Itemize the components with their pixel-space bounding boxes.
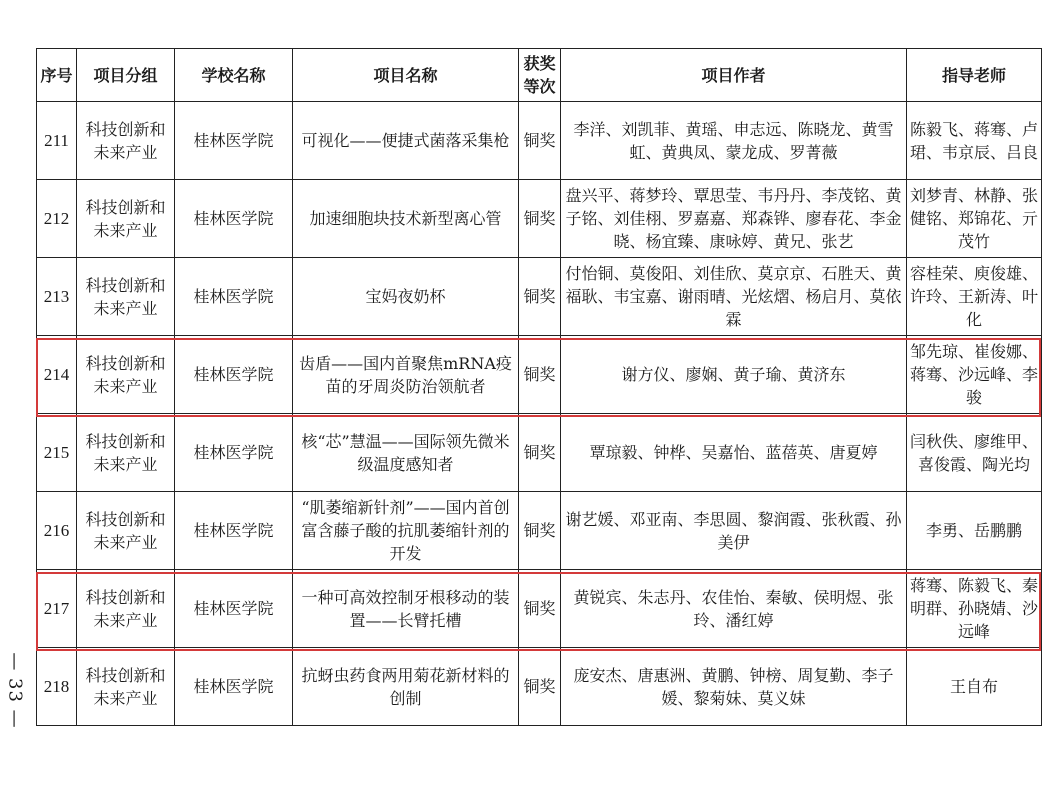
cell-school: 桂林医学院 [175, 258, 293, 336]
cell-project: 加速细胞块技术新型离心管 [293, 180, 519, 258]
cell-seq: 213 [37, 258, 77, 336]
cell-advisors: 邹先琼、崔俊娜、蒋骞、沙远峰、李骏 [907, 336, 1042, 414]
table-row [37, 648, 1042, 726]
cell-authors: 覃琼毅、钟桦、吴嘉怡、蓝蓓英、唐夏婷 [561, 414, 907, 492]
page-number-text: — 33 — [4, 651, 26, 729]
cell-group: 科技创新和未来产业 [77, 258, 175, 336]
page-number [4, 650, 26, 730]
cell-school: 桂林医学院 [175, 570, 293, 648]
table-row [37, 102, 1042, 180]
cell-group: 科技创新和未来产业 [77, 180, 175, 258]
cell-authors: 谢方仪、廖娴、黄子瑜、黄济东 [561, 336, 907, 414]
cell-award: 铜奖 [519, 414, 561, 492]
cell-school: 桂林医学院 [175, 648, 293, 726]
table-row-highlighted [37, 336, 1042, 414]
cell-authors: 李洋、刘凯菲、黄瑶、申志远、陈晓龙、黄雪虹、黄典凤、蒙龙成、罗菁薇 [561, 102, 907, 180]
header-seq: 序号 [37, 49, 77, 102]
header-award: 获奖等次 [519, 49, 561, 102]
cell-authors: 谢艺媛、邓亚南、李思圆、黎润霞、张秋霞、孙美伊 [561, 492, 907, 570]
header-project: 项目名称 [293, 49, 519, 102]
cell-advisors: 刘梦青、林静、张健铭、郑锦花、亓茂竹 [907, 180, 1042, 258]
cell-project: 可视化——便捷式菌落采集枪 [293, 102, 519, 180]
cell-project: 核“芯”慧温——国际领先微米级温度感知者 [293, 414, 519, 492]
header-authors: 项目作者 [561, 49, 907, 102]
cell-group: 科技创新和未来产业 [77, 336, 175, 414]
cell-award: 铜奖 [519, 258, 561, 336]
cell-school: 桂林医学院 [175, 336, 293, 414]
table-row [37, 414, 1042, 492]
table-row [37, 492, 1042, 570]
cell-advisors: 蒋骞、陈毅飞、秦明群、孙晓婧、沙远峰 [907, 570, 1042, 648]
table-row-highlighted [37, 570, 1042, 648]
cell-group: 科技创新和未来产业 [77, 102, 175, 180]
cell-group: 科技创新和未来产业 [77, 492, 175, 570]
header-advisors: 指导老师 [907, 49, 1042, 102]
cell-advisors: 陈毅飞、蒋骞、卢珺、韦京辰、吕良 [907, 102, 1042, 180]
cell-award: 铜奖 [519, 336, 561, 414]
table-row [37, 180, 1042, 258]
cell-project: 抗蚜虫药食两用菊花新材料的创制 [293, 648, 519, 726]
cell-seq: 218 [37, 648, 77, 726]
cell-group: 科技创新和未来产业 [77, 570, 175, 648]
cell-project: 齿盾——国内首聚焦mRNA疫苗的牙周炎防治领航者 [293, 336, 519, 414]
cell-school: 桂林医学院 [175, 492, 293, 570]
cell-authors: 黄锐宾、朱志丹、农佳怡、秦敏、侯明煜、张玲、潘红婷 [561, 570, 907, 648]
cell-project: 一种可高效控制牙根移动的装置——长臂托槽 [293, 570, 519, 648]
cell-award: 铜奖 [519, 180, 561, 258]
cell-seq: 214 [37, 336, 77, 414]
cell-project: 宝妈夜奶杯 [293, 258, 519, 336]
header-row [37, 49, 1042, 102]
cell-seq: 216 [37, 492, 77, 570]
table-row [37, 258, 1042, 336]
cell-advisors: 闫秋佚、廖维甲、喜俊霞、陶光均 [907, 414, 1042, 492]
cell-project: “肌萎缩新针剂”——国内首创富含藤子酸的抗肌萎缩针剂的开发 [293, 492, 519, 570]
award-table [36, 48, 1042, 726]
cell-seq: 217 [37, 570, 77, 648]
cell-seq: 215 [37, 414, 77, 492]
cell-award: 铜奖 [519, 648, 561, 726]
cell-seq: 211 [37, 102, 77, 180]
cell-school: 桂林医学院 [175, 180, 293, 258]
header-school: 学校名称 [175, 49, 293, 102]
cell-award: 铜奖 [519, 102, 561, 180]
cell-award: 铜奖 [519, 492, 561, 570]
header-group: 项目分组 [77, 49, 175, 102]
cell-advisors: 李勇、岳鹏鹏 [907, 492, 1042, 570]
cell-school: 桂林医学院 [175, 102, 293, 180]
cell-seq: 212 [37, 180, 77, 258]
cell-authors: 庞安杰、唐惠洲、黄鹏、钟榜、周复勤、李子媛、黎菊妹、莫义妹 [561, 648, 907, 726]
cell-group: 科技创新和未来产业 [77, 648, 175, 726]
cell-award: 铜奖 [519, 570, 561, 648]
cell-school: 桂林医学院 [175, 414, 293, 492]
cell-advisors: 王自布 [907, 648, 1042, 726]
cell-authors: 盘兴平、蒋梦玲、覃思莹、韦丹丹、李茂铭、黄子铭、刘佳栩、罗嘉嘉、郑森铧、廖春花、李金晓、杨宜臻、康咏婷、黄兄、张艺 [561, 180, 907, 258]
cell-authors: 付怡铜、莫俊阳、刘佳欣、莫京京、石胜天、黄福耿、韦宝嘉、谢雨晴、光炫熠、杨启月、莫依霖 [561, 258, 907, 336]
cell-advisors: 容桂荣、庾俊雄、许玲、王新涛、叶化 [907, 258, 1042, 336]
cell-group: 科技创新和未来产业 [77, 414, 175, 492]
